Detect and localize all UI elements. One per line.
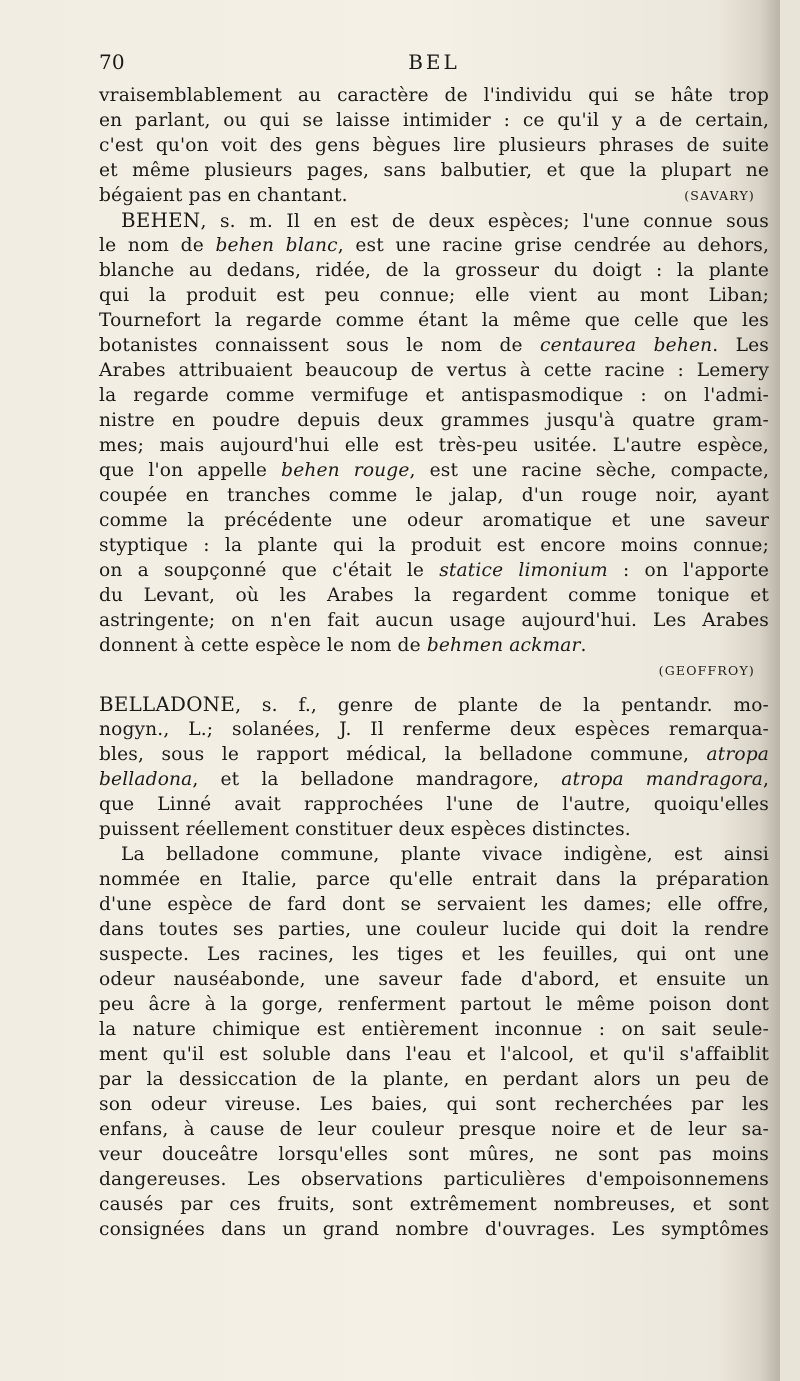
text-run: , s. m. Il en est de deux espèces; l'une connue sous	[200, 211, 769, 232]
italic-term: atropa	[706, 744, 769, 765]
running-head	[99, 50, 769, 83]
text-run: le nom de	[99, 235, 216, 256]
text-line: la regarde comme vermifuge et antispasmodique : on l'admi-	[99, 385, 769, 406]
text-line: puissent réellement constituer deux espèces distinctes.	[99, 819, 631, 840]
savary-entry	[99, 83, 769, 208]
text-line	[99, 558, 769, 583]
text-run: que l'on appelle	[99, 460, 282, 481]
text-line: Tournefort la regarde comme étant la même que celle que les	[99, 310, 769, 331]
italic-term: behen rouge	[281, 460, 410, 481]
text-run: : on l'apporte	[607, 560, 769, 581]
text-line: astringente; on n'en fait aucun usage aujourd'hui. Les Arabes	[99, 610, 769, 631]
text-line	[99, 633, 769, 658]
text-run: botanistes connaissent sous le nom de	[99, 335, 541, 356]
text-line	[99, 233, 769, 258]
italic-term: behen blanc	[215, 235, 338, 256]
text-line: nogyn., L.; solanées, J. Il renferme deux espèces remarqua-	[99, 719, 769, 740]
text-line	[99, 333, 769, 358]
text-line: dangereuses. Les observations particulières d'empoisonnemens	[99, 1169, 769, 1190]
text-line: vraisemblablement au caractère de l'individu qui se hâte trop	[99, 85, 769, 106]
text-column	[99, 50, 769, 1242]
text-line: mes; mais aujourd'hui elle est très-peu usitée. L'autre espèce,	[99, 435, 769, 456]
text-run: .	[580, 635, 587, 656]
text-line: consignées dans un grand nombre d'ouvrages. Les symptômes	[99, 1219, 769, 1240]
italic-term: centaurea behen	[540, 335, 713, 356]
belladone-entry	[99, 692, 769, 1242]
text-line: styptique : la plante qui la produit est encore moins connue;	[99, 535, 769, 556]
text-line: bégaient pas en chantant.	[99, 185, 348, 206]
text-run: , est une racine grise cendrée au dehors,	[337, 235, 770, 256]
text-line: nistre en poudre depuis deux grammes jusqu'à quatre gram-	[99, 410, 769, 431]
text-run: , est une racine sèche, compacte,	[409, 460, 770, 481]
text-run: , s. f., genre de plante de la pentandr. mo-	[235, 695, 769, 716]
text-run: bles, sous le rapport médical, la belladone commune,	[99, 744, 707, 765]
text-line: comme la précédente une odeur aromatique et une saveur	[99, 510, 769, 531]
text-line: coupée en tranches comme le jalap, d'un rouge noir, ayant	[99, 485, 769, 506]
text-line	[99, 742, 769, 767]
text-line: La belladone commune, plante vivace indigène, est ainsi	[121, 844, 769, 865]
entry-headword: BEHEN	[121, 209, 201, 232]
entry-first-line	[99, 208, 769, 233]
text-line: causés par ces fruits, sont extrêmement nombreuses, et sont	[99, 1194, 769, 1215]
text-line: qui la produit est peu connue; elle vient au mont Liban;	[99, 285, 769, 306]
text-run: . Les	[712, 335, 769, 356]
text-line: du Levant, où les Arabes la regardent comme tonique et	[99, 585, 769, 606]
author-signature: (SAVARY)	[684, 188, 755, 203]
text-line: c'est qu'on voit des gens bègues lire plusieurs phrases de suite	[99, 135, 769, 156]
italic-term: belladona	[99, 769, 193, 790]
text-run: , et la belladone mandragore,	[192, 769, 562, 790]
text-line: en parlant, ou qui se laisse intimider : ce qu'il y a de certain,	[99, 110, 769, 131]
text-line: nommée en Italie, parce qu'elle entrait dans la préparation	[99, 869, 769, 890]
text-line: par la dessiccation de la plante, en perdant alors un peu de	[99, 1069, 769, 1090]
author-signature: (GEOFFROY)	[658, 663, 755, 678]
page-number: 70	[99, 50, 125, 74]
text-run: on a soupçonné que c'était le	[99, 560, 440, 581]
entry-headword: BELLADONE	[99, 693, 236, 716]
text-line: et même plusieurs pages, sans balbutier, et que la plupart ne	[99, 160, 769, 181]
text-line: son odeur vireuse. Les baies, qui sont recherchées par les	[99, 1094, 769, 1115]
text-line: Arabes attribuaient beaucoup de vertus à cette racine : Lemery	[99, 360, 769, 381]
text-run: donnent à cette espèce le nom de	[99, 635, 427, 656]
running-head-word: BEL	[408, 50, 460, 74]
text-line: dans toutes ses parties, une couleur lucide qui doit la rendre	[99, 919, 769, 940]
italic-term: statice limonium	[439, 560, 608, 581]
behen-entry	[99, 208, 769, 683]
italic-term: atropa mandragora	[561, 769, 763, 790]
text-line: d'une espèce de fard dont se servaient les dames; elle offre,	[99, 894, 769, 915]
text-line: la nature chimique est entièrement inconnue : on sait seule-	[99, 1019, 769, 1040]
italic-term: behmen ackmar	[426, 635, 581, 656]
text-line: suspecte. Les racines, les tiges et les feuilles, qui ont une	[99, 944, 769, 965]
text-run: ,	[762, 769, 769, 790]
text-line: que Linné avait rapprochées l'une de l'autre, quoiqu'elles	[99, 794, 769, 815]
text-line: blanche au dedans, ridée, de la grosseur du doigt : la plante	[99, 260, 769, 281]
entry-first-line	[99, 692, 769, 717]
text-line: veur douceâtre lorsqu'elles sont mûres, ne sont pas moins	[99, 1144, 769, 1165]
text-line	[99, 767, 769, 792]
text-line: ment qu'il est soluble dans l'eau et l'alcool, et qu'il s'affaiblit	[99, 1044, 769, 1065]
text-line: peu âcre à la gorge, renferment partout le même poison dont	[99, 994, 769, 1015]
text-line	[99, 458, 769, 483]
text-line: enfans, à cause de leur couleur presque noire et de leur sa-	[99, 1119, 769, 1140]
text-line: odeur nauséabonde, une saveur fade d'abord, et ensuite un	[99, 969, 769, 990]
